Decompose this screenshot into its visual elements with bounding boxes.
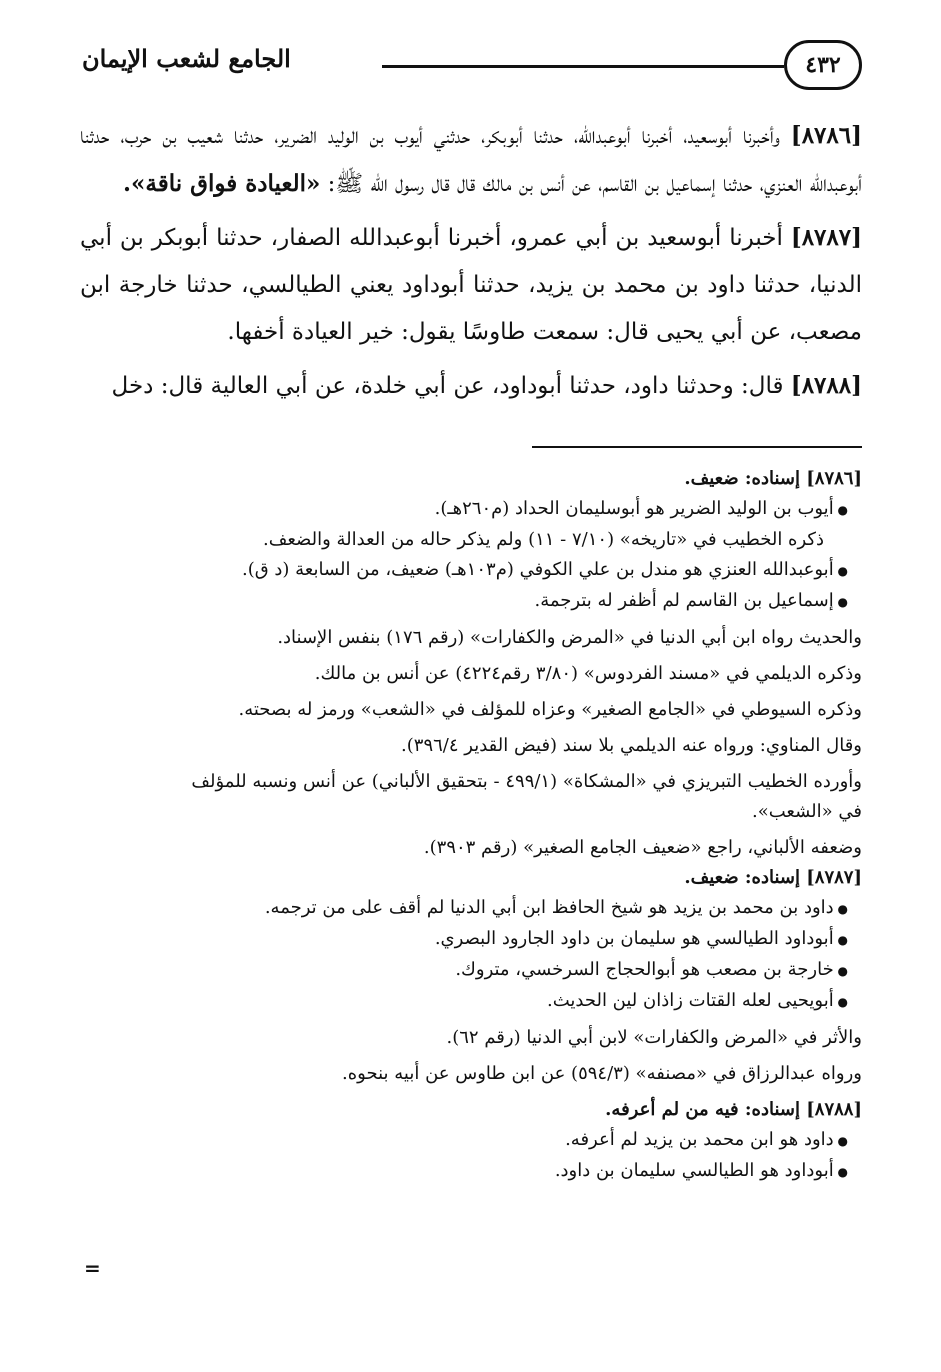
hadith-text: وأخبرنا أبوسعيد، أخبرنا أبوعبدالله، حدثنا أبوبكر، حدثني أيوب بن الوليد الضرير، حدثنا شعيب بن حرب، حدثنا أبوعبدالله العنزي، حدثنا إسماعيل بن القاسم، عن أنس بن مالك قال قال رسول الله ﷺ:: [80, 123, 862, 197]
hadith-8787: [80, 214, 862, 356]
hadith-quote: «العيادة فواق ناقة».: [123, 170, 321, 197]
note-line: ورواه عبدالرزاق في «مصنفه» (٥٩٤/٣) عن ابن طاوس عن أبيه بنحوه.: [342, 1063, 862, 1084]
note-line: وأورده الخطيب التبريزي في «المشكاة» (٤٩٩/١ - بتحقيق الألباني) عن أنس ونسبه للمؤلف: [191, 771, 862, 792]
note-bullet: ● داود بن محمد بن يزيد هو شيخ الحافظ ابن أبي الدنيا لم أقف على من ترجمه.: [80, 893, 862, 924]
note-heading: [٨٧٨٦] إسناده: ضعيف.: [684, 468, 862, 489]
hadith-8786: [80, 112, 862, 208]
hadith-number: [٨٧٨٧]: [790, 224, 863, 251]
hadith-8788: [80, 362, 862, 410]
note-bullet: ● خارجة بن مصعب هو أبوالحجاج السرخسي، متروك.: [80, 955, 862, 986]
hadith-number: [٨٧٨٦]: [790, 122, 862, 149]
note-bullet: ● أبويحيى لعله القتات زاذان لين الحديث.: [80, 986, 862, 1017]
page-header: [82, 38, 862, 100]
note-line: وقال المناوي: ورواه عنه الديلمي بلا سند (فيض القدير ٣٩٦/٤).: [401, 735, 862, 756]
note-heading: [٨٧٨٨] إسناده: فيه من لم أعرفه.: [605, 1099, 862, 1120]
note-line: والحديث رواه ابن أبي الدنيا في «المرض والكفارات» (رقم ١٧٦) بنفس الإسناد.: [277, 627, 862, 648]
note-line: وذكره السيوطي في «الجامع الصغير» وعزاه للمؤلف في «الشعب» ورمز له بصحته.: [238, 699, 862, 720]
hadith-text: أخبرنا أبوسعيد بن أبي عمرو، أخبرنا أبوعبدالله الصفار، حدثنا أبوبكر بن أبي الدنيا، حدثنا داود بن محمد بن يزيد، حدثنا أبوداود يعني الطيالسي، حدثنا خارجة ابن مصعب، عن أبي يحيى قال: سمعت طاوسًا يقول: خير العيادة أخفها.: [80, 225, 862, 345]
note-bullet: ● أبوداود هو الطيالسي سليمان بن داود.: [80, 1156, 862, 1187]
note-bullet: ● داود هو ابن محمد بن يزيد لم أعرفه.: [80, 1125, 862, 1156]
page-number: ٤٣٢: [784, 40, 862, 90]
hadith-text: قال: وحدثنا داود، حدثنا أبوداود، عن أبي خلدة، عن أبي العالية قال: دخل: [111, 373, 784, 399]
note-bullet: ● أيوب بن الوليد الضرير هو أبوسليمان الحداد (م٢٦٠هـ).: [80, 494, 862, 525]
note-line: في «الشعب».: [752, 801, 862, 822]
note-line: وذكره الديلمي في «مسند الفردوس» (٣/٨٠ رقم٤٢٢٤) عن أنس بن مالك.: [314, 663, 862, 684]
book-title: الجامع لشعب الإيمان: [82, 44, 291, 73]
note-bullet: ● أبوعبدالله العنزي هو مندل بن علي الكوفي (م١٠٣هـ) ضعيف، من السابعة (د ق).: [80, 555, 862, 586]
note-line: ذكره الخطيب في «تاريخه» (٧/١٠ - ١١) ولم يذكر حاله من العدالة والضعف.: [262, 529, 824, 550]
footnotes: [80, 464, 862, 1187]
hadith-number: [٨٧٨٨]: [790, 372, 862, 399]
note-heading: [٨٧٨٧] إسناده: ضعيف.: [684, 867, 862, 888]
main-text: [80, 112, 862, 416]
continuation-mark: =: [84, 1256, 101, 1280]
note-bullet: ● إسماعيل بن القاسم لم أظفر له بترجمة.: [80, 586, 862, 617]
header-rule: [382, 65, 784, 68]
note-bullet: ● أبوداود الطيالسي هو سليمان بن داود الجارود البصري.: [80, 924, 862, 955]
note-line: وضعفه الألباني، راجع «ضعيف الجامع الصغير» (رقم ٣٩٠٣).: [423, 837, 862, 858]
note-line: والأثر في «المرض والكفارات» لابن أبي الدنيا (رقم ٦٢).: [446, 1027, 862, 1048]
